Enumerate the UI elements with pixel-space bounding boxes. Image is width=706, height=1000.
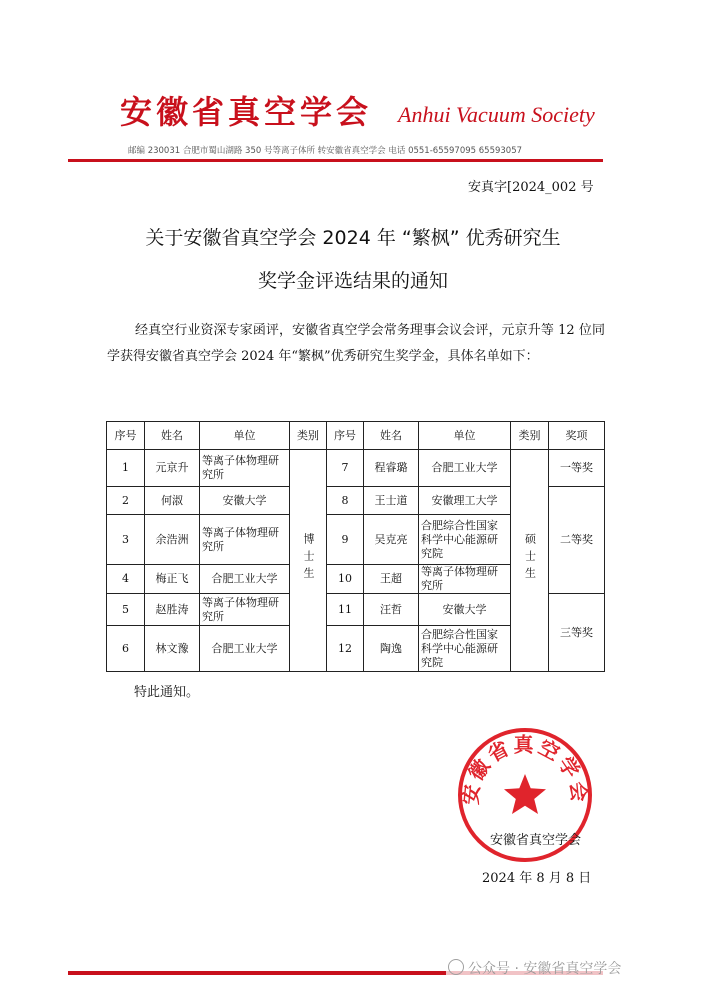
row-unit2 <box>419 515 511 565</box>
header-cell: 姓名 <box>364 422 419 450</box>
unit-text: 合肥综合性国家科学中心能源研究院 <box>421 627 498 669</box>
row-unit <box>200 450 290 487</box>
row-name: 梅正飞 <box>145 565 200 594</box>
category-phd-label: 博士生 <box>302 533 315 584</box>
row-no: 1 <box>107 450 145 487</box>
row-no: 2 <box>107 487 145 515</box>
row-unit2: 合肥工业大学 <box>419 450 511 487</box>
letterhead-divider <box>68 159 603 162</box>
award-table <box>106 421 605 672</box>
row-name: 林文豫 <box>145 626 200 672</box>
watermark-text: 公众号 · 安徽省真空学会 <box>468 961 622 977</box>
award-first: 一等奖 <box>549 450 605 487</box>
header-cell: 序号 <box>107 422 145 450</box>
category-master <box>511 450 549 672</box>
award-second: 二等奖 <box>549 487 605 594</box>
header-cell: 单位 <box>419 422 511 450</box>
row-unit2: 安徽大学 <box>419 594 511 626</box>
unit-text: 等离子体物理研究所 <box>202 525 279 553</box>
signature-org: 安徽省真空学会 <box>490 833 582 848</box>
row-name2: 汪哲 <box>364 594 419 626</box>
category-master-label: 硕士生 <box>523 533 537 584</box>
header-cell: 类别 <box>290 422 327 450</box>
row-no: 6 <box>107 626 145 672</box>
wechat-icon <box>448 959 464 975</box>
row-unit2 <box>419 565 511 594</box>
row-name2: 程睿璐 <box>364 450 419 487</box>
body-paragraph <box>107 318 605 370</box>
row-no2: 12 <box>327 626 364 672</box>
row-unit: 安徽大学 <box>200 487 290 515</box>
row-no2: 9 <box>327 515 364 565</box>
header-cell: 类别 <box>511 422 549 450</box>
row-name2: 陶逸 <box>364 626 419 672</box>
watermark <box>446 958 623 980</box>
row-name: 何淑 <box>145 487 200 515</box>
row-no2: 7 <box>327 450 364 487</box>
letterhead-org-cn: 安徽省真空学会 <box>120 93 373 131</box>
seal-text: 安徽省真空学会 <box>458 732 592 806</box>
unit-text: 等离子体物理研究所 <box>202 595 279 623</box>
table-header-row <box>107 422 605 450</box>
document-number: 安真字[2024_002 号 <box>468 180 594 195</box>
row-unit <box>200 594 290 626</box>
category-phd <box>290 450 327 672</box>
table-row <box>107 450 605 487</box>
title-line-2: 奖学金评选结果的通知 <box>257 270 448 292</box>
header-cell: 姓名 <box>145 422 200 450</box>
award-third: 三等奖 <box>549 594 605 672</box>
row-unit: 合肥工业大学 <box>200 565 290 594</box>
row-name: 余浩洲 <box>145 515 200 565</box>
row-unit <box>200 515 290 565</box>
row-no2: 10 <box>327 565 364 594</box>
row-name: 赵胜涛 <box>145 594 200 626</box>
title-line-1: 关于安徽省真空学会 2024 年 “繁枫” 优秀研究生 <box>145 227 561 249</box>
row-unit: 合肥工业大学 <box>200 626 290 672</box>
row-name2: 王超 <box>364 565 419 594</box>
row-no: 3 <box>107 515 145 565</box>
row-name2: 王士道 <box>364 487 419 515</box>
letterhead-address: 邮编 230031 合肥市蜀山湖路 350 号等离子体所 转安徽省真空学会 电话 0551-65597095 65593057 <box>128 146 523 156</box>
unit-text: 等离子体物理研究所 <box>421 565 498 592</box>
row-unit2: 安徽理工大学 <box>419 487 511 515</box>
header-cell: 单位 <box>200 422 290 450</box>
row-no2: 8 <box>327 487 364 515</box>
header-cell: 序号 <box>327 422 364 450</box>
row-no: 4 <box>107 565 145 594</box>
unit-text: 合肥综合性国家科学中心能源研究院 <box>421 518 498 560</box>
letterhead-org-en: Anhui Vacuum Society <box>398 102 595 127</box>
row-name: 元京升 <box>145 450 200 487</box>
body-text: 经真空行业资深专家函评，安徽省真空学会常务理事会议会评，元京升等 12 位同学获得安徽省真空学会 2024 年“繁枫”优秀研究生奖学金，具体名单如下： <box>107 323 605 364</box>
row-no: 5 <box>107 594 145 626</box>
row-unit2 <box>419 626 511 672</box>
seal-star-icon <box>504 774 546 814</box>
row-no2: 11 <box>327 594 364 626</box>
issue-date: 2024 年 8 月 8 日 <box>482 871 592 886</box>
closing-text: 特此通知。 <box>134 685 200 700</box>
row-name2: 吴克亮 <box>364 515 419 565</box>
header-cell: 奖项 <box>549 422 605 450</box>
unit-text: 等离子体物理研究所 <box>202 454 279 481</box>
